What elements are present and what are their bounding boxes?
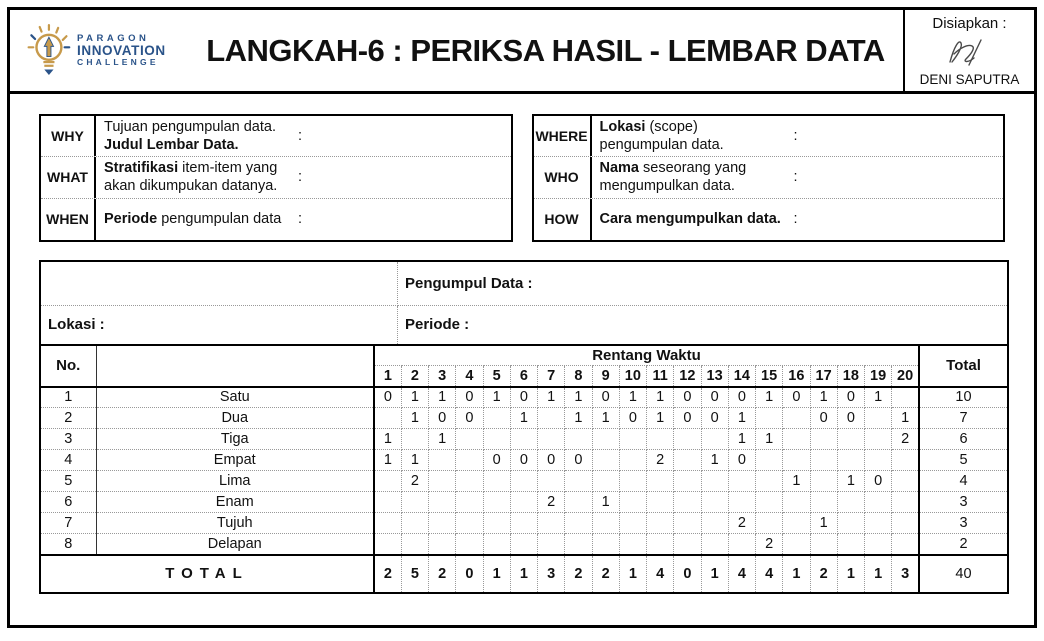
item-name-cell: Tujuh [96, 513, 374, 534]
tally-cell [810, 429, 837, 450]
tally-cell [374, 408, 401, 429]
where-label: WHERE [534, 116, 592, 156]
column-total-cell: 5 [401, 555, 428, 592]
row-total-cell: 10 [919, 387, 1007, 408]
column-total-cell: 0 [674, 555, 701, 592]
column-total-cell: 3 [892, 555, 919, 592]
total-row-label: TOTAL [41, 555, 374, 592]
tally-cell [783, 513, 810, 534]
tally-cell [429, 513, 456, 534]
row-number-cell: 4 [41, 450, 96, 471]
table-row [41, 534, 1007, 555]
total-row [41, 555, 1007, 592]
row-total-cell: 3 [919, 513, 1007, 534]
time-col-header: 9 [592, 366, 619, 387]
tally-cell [456, 534, 483, 555]
tally-cell: 1 [810, 387, 837, 408]
tally-cell [483, 429, 510, 450]
tally-cell [837, 534, 864, 555]
time-col-header: 14 [728, 366, 755, 387]
tally-cell [756, 471, 783, 492]
tally-cell [810, 534, 837, 555]
table-row [41, 513, 1007, 534]
time-col-header: 4 [456, 366, 483, 387]
tally-cell [429, 534, 456, 555]
tally-cell [483, 471, 510, 492]
item-name-cell: Enam [96, 492, 374, 513]
time-col-header: 1 [374, 366, 401, 387]
tally-cell: 1 [429, 429, 456, 450]
w5h1-table-right [532, 114, 1006, 242]
who-value-field: : [793, 169, 798, 186]
tally-cell: 1 [374, 429, 401, 450]
tally-cell [429, 471, 456, 492]
tally-cell [892, 450, 919, 471]
tally-cell [674, 429, 701, 450]
column-total-cell: 4 [756, 555, 783, 592]
tally-cell [483, 513, 510, 534]
why-row [41, 116, 511, 157]
tally-cell: 1 [538, 387, 565, 408]
item-name-cell: Empat [96, 450, 374, 471]
tally-cell [456, 450, 483, 471]
tally-cell [892, 513, 919, 534]
tally-cell: 1 [647, 408, 674, 429]
tally-cell [892, 471, 919, 492]
column-total-cell: 4 [728, 555, 755, 592]
paragon-logo [10, 10, 188, 91]
item-name-cell: Lima [96, 471, 374, 492]
tally-cell [374, 471, 401, 492]
tally-cell [783, 429, 810, 450]
tally-cell [865, 513, 892, 534]
tally-cell [647, 429, 674, 450]
tally-cell: 1 [728, 408, 755, 429]
tally-cell [374, 492, 401, 513]
tally-cell [810, 492, 837, 513]
tally-cell: 0 [510, 450, 537, 471]
tally-cell [510, 492, 537, 513]
how-description: Cara mengumpulkan data. [599, 210, 781, 227]
tally-cell [647, 471, 674, 492]
what-label: WHAT [41, 157, 96, 197]
item-name-cell: Dua [96, 408, 374, 429]
tally-cell: 1 [429, 387, 456, 408]
tally-cell: 2 [401, 471, 428, 492]
row-number-cell: 8 [41, 534, 96, 555]
tally-cell [865, 408, 892, 429]
column-total-cell: 1 [837, 555, 864, 592]
tally-cell [756, 513, 783, 534]
tally-cell [674, 471, 701, 492]
tally-cell: 0 [592, 387, 619, 408]
column-total-cell: 4 [647, 555, 674, 592]
tally-cell [674, 492, 701, 513]
tally-cell: 1 [510, 408, 537, 429]
tally-cell [456, 492, 483, 513]
no-column-header: No. [41, 345, 96, 387]
tally-cell [456, 471, 483, 492]
prepared-label: Disiapkan : [932, 15, 1007, 32]
tally-cell [456, 429, 483, 450]
tally-cell [756, 408, 783, 429]
tally-cell [401, 513, 428, 534]
when-description: Periode pengumpulan data [104, 210, 282, 227]
tally-cell: 0 [674, 408, 701, 429]
tally-cell [429, 492, 456, 513]
tally-cell: 1 [837, 471, 864, 492]
time-col-header: 10 [619, 366, 646, 387]
time-col-header: 11 [647, 366, 674, 387]
time-col-header: 6 [510, 366, 537, 387]
tally-cell [892, 387, 919, 408]
tally-cell [510, 534, 537, 555]
tally-cell [810, 471, 837, 492]
table-row [41, 408, 1007, 429]
tally-cell [592, 534, 619, 555]
tally-cell [592, 450, 619, 471]
time-col-header: 13 [701, 366, 728, 387]
tally-cell [783, 450, 810, 471]
w5h1-table-left [39, 114, 513, 242]
logo-line-innovation: INNOVATION [77, 42, 166, 58]
page-content [10, 94, 1034, 594]
tally-cell [701, 471, 728, 492]
tally-cell: 0 [456, 387, 483, 408]
tally-cell [865, 429, 892, 450]
tally-cell [674, 450, 701, 471]
tally-cell [647, 492, 674, 513]
what-value-field: : [298, 169, 303, 186]
tally-cell [728, 492, 755, 513]
tally-cell [456, 513, 483, 534]
tally-cell [810, 450, 837, 471]
tally-cell [538, 534, 565, 555]
tally-cell: 1 [565, 387, 592, 408]
tally-cell: 1 [401, 450, 428, 471]
total-column-header: Total [919, 345, 1007, 387]
how-value-field: : [793, 211, 798, 227]
column-total-cell: 2 [565, 555, 592, 592]
pengumpul-data-field: Pengumpul Data : [398, 262, 1007, 306]
tally-cell [483, 492, 510, 513]
column-total-cell: 1 [483, 555, 510, 592]
tally-cell [619, 492, 646, 513]
tally-cell: 1 [401, 408, 428, 429]
what-description: Stratifikasi item-item yang akan dikumpukan datanya. [104, 160, 278, 195]
how-label: HOW [534, 199, 592, 240]
tally-cell [701, 492, 728, 513]
tally-cell [865, 492, 892, 513]
column-total-cell: 2 [374, 555, 401, 592]
tally-cell: 1 [592, 408, 619, 429]
tally-cell [892, 534, 919, 555]
tally-cell: 0 [565, 450, 592, 471]
row-total-cell: 2 [919, 534, 1007, 555]
tally-cell: 0 [837, 408, 864, 429]
tally-cell [892, 492, 919, 513]
tally-cell [510, 471, 537, 492]
row-number-cell: 6 [41, 492, 96, 513]
periode-field: Periode : [405, 316, 470, 333]
tally-cell [674, 513, 701, 534]
row-total-cell: 7 [919, 408, 1007, 429]
tally-cell [701, 534, 728, 555]
tally-cell [374, 534, 401, 555]
tally-cell: 2 [756, 534, 783, 555]
tally-cell: 0 [865, 471, 892, 492]
lokasi-field: Lokasi : [41, 306, 398, 344]
signature-icon [943, 35, 997, 69]
tally-cell: 0 [483, 450, 510, 471]
tally-cell [837, 450, 864, 471]
row-number-cell: 2 [41, 408, 96, 429]
row-number-cell: 1 [41, 387, 96, 408]
tally-cell [701, 513, 728, 534]
time-col-header: 19 [865, 366, 892, 387]
time-col-header: 3 [429, 366, 456, 387]
tally-cell [865, 450, 892, 471]
tally-cell [538, 429, 565, 450]
tally-cell: 0 [374, 387, 401, 408]
tally-cell: 0 [674, 387, 701, 408]
tally-cell: 1 [701, 450, 728, 471]
when-row [41, 199, 511, 240]
tally-cell [728, 471, 755, 492]
when-label: WHEN [41, 199, 96, 240]
column-total-cell: 1 [619, 555, 646, 592]
why-value-field: : [298, 128, 303, 145]
logo-line-paragon: PARAGON [77, 32, 150, 44]
table-row [41, 429, 1007, 450]
table-row [41, 471, 1007, 492]
where-description: Lokasi (scope) pengumpulan data. [599, 119, 724, 154]
data-sheet-table [39, 260, 1009, 594]
tally-cell [510, 513, 537, 534]
tally-cell: 1 [728, 429, 755, 450]
item-name-cell: Delapan [96, 534, 374, 555]
item-column-header [96, 345, 374, 387]
meta-blank-cell [41, 262, 398, 306]
tally-cell: 0 [783, 387, 810, 408]
item-name-cell: Tiga [96, 429, 374, 450]
tally-cell [619, 471, 646, 492]
row-total-cell: 4 [919, 471, 1007, 492]
row-total-cell: 6 [919, 429, 1007, 450]
tally-cell: 1 [619, 387, 646, 408]
column-total-cell: 1 [701, 555, 728, 592]
column-total-cell: 2 [810, 555, 837, 592]
column-total-cell: 0 [456, 555, 483, 592]
where-row [534, 116, 1004, 157]
tally-cell [565, 534, 592, 555]
tally-cell [510, 429, 537, 450]
prepared-name: DENI SAPUTRA [919, 72, 1020, 87]
tally-cell [592, 429, 619, 450]
tally-cell: 0 [728, 450, 755, 471]
tally-cell: 1 [892, 408, 919, 429]
page-header [10, 10, 1034, 94]
time-col-header: 17 [810, 366, 837, 387]
tally-cell: 1 [756, 387, 783, 408]
tally-cell [565, 471, 592, 492]
row-number-cell: 7 [41, 513, 96, 534]
how-row [534, 199, 1004, 240]
column-total-cell: 2 [429, 555, 456, 592]
tally-cell [483, 408, 510, 429]
why-description: Tujuan pengumpulan data. Judul Lembar Data. [104, 119, 276, 154]
tally-cell: 0 [810, 408, 837, 429]
tally-cell [647, 534, 674, 555]
tally-cell: 0 [429, 408, 456, 429]
why-label: WHY [41, 116, 96, 156]
time-col-header: 8 [565, 366, 592, 387]
tally-cell: 0 [837, 387, 864, 408]
column-total-cell: 1 [865, 555, 892, 592]
rentang-waktu-header: Rentang Waktu [374, 345, 919, 366]
who-label: WHO [534, 157, 592, 197]
tally-cell [783, 408, 810, 429]
tally-cell [619, 429, 646, 450]
time-col-header: 20 [892, 366, 919, 387]
row-number-cell: 5 [41, 471, 96, 492]
tally-cell: 1 [865, 387, 892, 408]
tally-cell [592, 471, 619, 492]
time-col-header: 5 [483, 366, 510, 387]
tally-cell: 2 [728, 513, 755, 534]
tally-cell: 0 [456, 408, 483, 429]
tally-cell: 2 [538, 492, 565, 513]
tally-cell: 1 [756, 429, 783, 450]
tally-cell [619, 513, 646, 534]
tally-cell [756, 492, 783, 513]
time-col-header: 15 [756, 366, 783, 387]
page-title: LANGKAH-6 : PERIKSA HASIL - LEMBAR DATA [206, 32, 885, 68]
table-row [41, 387, 1007, 408]
tally-cell [538, 408, 565, 429]
tally-cell [837, 492, 864, 513]
table-row [41, 492, 1007, 513]
tally-cell [565, 429, 592, 450]
tally-cell [401, 492, 428, 513]
table-row [41, 450, 1007, 471]
when-value-field: : [298, 211, 303, 227]
tally-cell: 0 [728, 387, 755, 408]
tally-cell [756, 450, 783, 471]
row-total-cell: 5 [919, 450, 1007, 471]
tally-cell [538, 513, 565, 534]
tally-cell [619, 450, 646, 471]
column-total-cell: 1 [510, 555, 537, 592]
time-col-header: 7 [538, 366, 565, 387]
row-number-cell: 3 [41, 429, 96, 450]
tally-cell: 2 [647, 450, 674, 471]
tally-cell [783, 492, 810, 513]
row-total-cell: 3 [919, 492, 1007, 513]
logo-line-challenge: CHALLENGE [77, 57, 159, 68]
what-row [41, 157, 511, 198]
tally-cell [565, 492, 592, 513]
who-description: Nama seseorang yang mengumpulkan data. [599, 160, 747, 195]
tally-table [41, 344, 1007, 592]
grand-total-cell: 40 [955, 565, 972, 582]
tally-cell: 1 [374, 450, 401, 471]
tally-cell [837, 513, 864, 534]
tally-cell: 0 [538, 450, 565, 471]
who-row [534, 157, 1004, 198]
tally-cell: 1 [592, 492, 619, 513]
column-total-cell: 3 [538, 555, 565, 592]
tally-cell [674, 534, 701, 555]
tally-cell: 1 [565, 408, 592, 429]
tally-cell [565, 513, 592, 534]
tally-cell [728, 534, 755, 555]
tally-cell: 0 [619, 408, 646, 429]
time-col-header: 18 [837, 366, 864, 387]
time-col-header: 2 [401, 366, 428, 387]
tally-cell [592, 513, 619, 534]
tally-cell [783, 534, 810, 555]
tally-cell: 0 [701, 387, 728, 408]
datasheet-page [7, 7, 1037, 628]
tally-cell: 1 [401, 387, 428, 408]
time-col-header: 16 [783, 366, 810, 387]
logo-wordmark [77, 34, 166, 67]
tally-cell: 2 [892, 429, 919, 450]
tally-cell [401, 534, 428, 555]
tally-cell [538, 471, 565, 492]
tally-cell: 1 [483, 387, 510, 408]
prepared-by-box [903, 10, 1034, 91]
tally-cell [619, 534, 646, 555]
tally-cell [837, 429, 864, 450]
time-col-header: 12 [674, 366, 701, 387]
tally-cell [647, 513, 674, 534]
tally-cell: 1 [810, 513, 837, 534]
tally-cell [483, 534, 510, 555]
item-name-cell: Satu [96, 387, 374, 408]
tally-cell: 0 [510, 387, 537, 408]
data-sheet-meta [41, 262, 1007, 344]
tally-cell [701, 429, 728, 450]
lightbulb-icon [24, 22, 72, 80]
column-total-cell: 1 [783, 555, 810, 592]
tally-cell [429, 450, 456, 471]
tally-cell: 0 [701, 408, 728, 429]
column-total-cell: 2 [592, 555, 619, 592]
tally-cell [401, 429, 428, 450]
tally-cell: 1 [647, 387, 674, 408]
tally-cell [374, 513, 401, 534]
tally-cell: 1 [783, 471, 810, 492]
tally-cell [865, 534, 892, 555]
w5h1-section [39, 114, 1005, 242]
where-value-field: : [793, 128, 798, 145]
